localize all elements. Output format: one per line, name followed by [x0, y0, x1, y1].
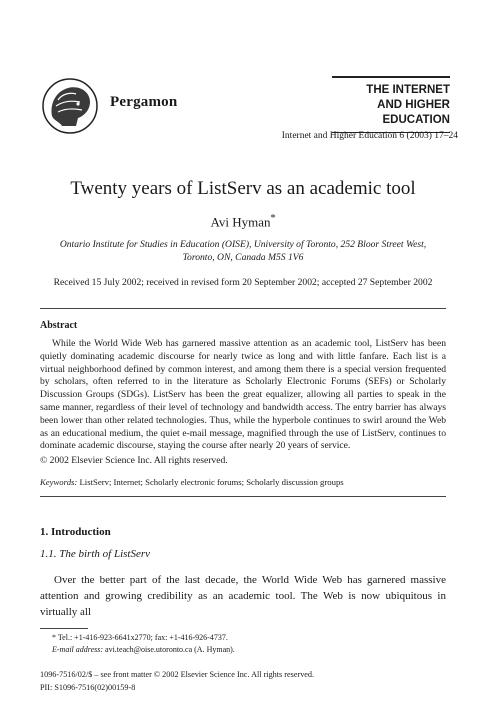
body-paragraph: Over the better part of the last decade, the World Wide Web has garnered massive attention and growing credibility as an academic tool. The Web is now ubiquitous in virtually all — [40, 574, 446, 618]
journal-name-line: AND HIGHER — [377, 99, 450, 111]
article-dates: Received 15 July 2002; received in revised form 20 September 2002; accepted 27 September 2002 — [53, 277, 433, 288]
footer-pii: PII: S1096-7516(02)00159-8 — [40, 683, 136, 692]
author-name: Avi Hyman — [210, 214, 271, 230]
section-heading: 1. Introduction — [40, 526, 111, 538]
publisher-logo-icon — [40, 76, 106, 136]
abstract-text: While the World Wide Web has garnered massive attention as an academic tool, ListServ has been quietly dominating academic discourse for nearly twice as long and with little fanfare. Each list is a virtual neighborhood defined by common interest, and among them there is a special version frequented by scholars, often referred to in the literature as Scholarly Electronic Forums (SEFs) or Scholarly Discussion Groups (SDGs). ListServ has been the great equalizer, allowing all parties to speak in the same manner, regardless of their level of technology and bandwidth access. The entry barrier has always been lower than other related technologies. Thus, while the hyperbole continues to swirl around the Web as an educational medium, the quiet e-mail message, magnified through the use of ListServ, continues to dominate academic discourse, staying the course after nearly 20 years of service. — [40, 338, 446, 452]
divider-bottom — [40, 496, 446, 497]
footnote-email — [52, 645, 235, 654]
email-value: avi.teach@oise.utoronto.ca (A. Hyman). — [105, 645, 235, 654]
abstract-heading: Abstract — [40, 320, 78, 331]
publisher-name: Pergamon — [110, 94, 178, 110]
keywords — [40, 477, 446, 487]
footnote-contact: * Tel.: +1-416-923-6641x2770; fax: +1-416-926-4737. — [52, 633, 228, 642]
divider-top — [40, 308, 446, 309]
keywords-label: Keywords: — [40, 477, 78, 487]
journal-title-block — [332, 76, 450, 133]
affiliation-line: Toronto, ON, Canada M5S 1V6 — [182, 252, 304, 263]
author-line — [0, 213, 486, 230]
journal-citation: Internet and Higher Education 6 (2003) 17–24 — [281, 131, 458, 141]
article-title: Twenty years of ListServ as an academic tool — [70, 178, 416, 199]
journal-name-line: EDUCATION — [382, 114, 450, 126]
email-label: E-mail address: — [52, 645, 104, 654]
subsection-heading: 1.1. The birth of ListServ — [40, 548, 151, 560]
keywords-list: ListServ; Internet; Scholarly electronic forums; Scholarly discussion groups — [79, 477, 344, 487]
affiliation-line: Ontario Institute for Studies in Education (OISE), University of Toronto, 252 Bloor Street West, — [59, 239, 427, 250]
footnote-rule — [40, 628, 88, 629]
journal-rule-top — [332, 76, 450, 78]
journal-name-line: THE INTERNET — [366, 84, 450, 96]
author-footnote-mark: * — [270, 213, 276, 224]
author-affiliation — [40, 238, 446, 264]
footer-issn: 1096-7516/02/$ – see front matter © 2002 Elsevier Science Inc. All rights reserved. — [40, 670, 315, 679]
copyright-notice: © 2002 Elsevier Science Inc. All rights reserved. — [40, 455, 228, 466]
